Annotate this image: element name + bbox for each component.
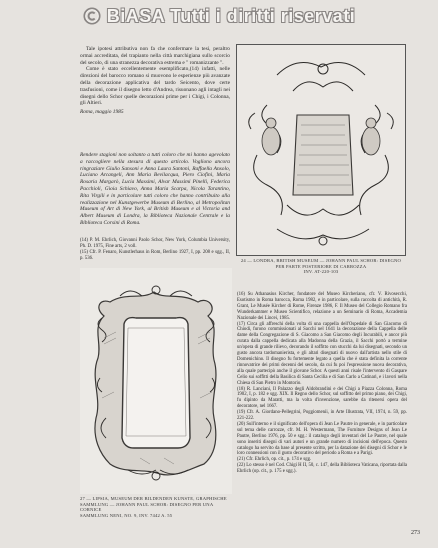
footnote: (22) Lo stesso è nel Cod. Chigi H II, 50, c. 147, della Biblioteca Vaticana, riportata dalla Ehrlich (op. cit., p. 175 e sgg.). (237, 463, 407, 475)
caption-inventory: INV. AT-220-103 (303, 269, 339, 275)
footnote: (19) Cfr. A. Giordano-Pellegrini, Poggiomenii, in Arte Illustrata, VII, 1974, n. 59, pp. 221-222. (237, 410, 407, 422)
figure-caption (80, 496, 232, 518)
watermark-text: BiASA Tutti i diritti riservati (106, 5, 356, 26)
left-column-text (80, 46, 230, 116)
footnote: (17) Circa gli affreschi della volta di una cappella dell'Ospedale di San Giacomo di Chiodi, furono commissionati al Sacchi nel 1641 la decorazione della Cappella delle dame della Congregazione di S. Giacomo a San Giacomo degli Incurabili, e ancor più curata dalla cappella dedicata alla Madonna della Grazia, il Sacchi portò a termine un'opera di grande rilievo, decorando il soffitto con stucchi da lui disegnati, secondo un gusto ancora tardomanierista, e gli altari disegnati di nuovo dall'artista nello stile di Domenichino. Il disegno fu fortemente legato a quella che è stata definita la corrente rinnovatrice dei primi decenni del secolo, da cui fu poi l'espressione nuova decorativa, alla quale partecipò anche il giovane Schor. A questi anni risale l'intervento di Gaspare Celio sui soffitti della Basilica di Santa Cecilia e di San Carlo a Catinari, e i lavori nella Chiesa di San Pietro in Montorio. (237, 321, 407, 386)
footnote: (20) Sull'interno e il significato dell'opera di Jean Le Pautre in generale, e in particolare sul tema delle carrozze, cfr. M. H. Westermann, The Furniture Designs of Jean Le Pautre, Berlino 1976, pp. 50 e sgg.: il catalogo degli inventari del Le Pautre, nel quale sono inseriti disegni di vari autori e un grande numero di incisioni dell'epoca. Questo catalogo ha servito da base al presente scritto, per la datazione dei disegni di Schor e le loro connessioni con il gusto decorativo del periodo a Roma e a Parigi. (237, 421, 407, 457)
footnote: (16) Su Athanasius Kircher, fondatore del Museo Kircheriano, cfr. V. Rivosecchi, Esotismo in Roma barocca, Roma 1982, e in particolare, sulla raccolta di antichità, R. Grant, Le Musée Kircher di Rome, Firenze 1986, F. Il Museo del Collegio Romano fra Wunderkammer e Museo Scientifico, relazione a un Seminario di Roma, Accademia Nazionale dei Lincei, 1985. (237, 292, 407, 321)
figure-frame-drawing (80, 268, 232, 494)
caption-text: 27 — LIPSIA, MUSEUM DER BILDENDEN KUNSTE, GRAPHISCHE SAMMLUNG — JOHANN PAUL SCHOR: DISEGNO PER UNA CORNICE (80, 496, 227, 513)
signature: Roma, maggio 1985 (80, 109, 124, 116)
footnote: (15) Cfr. P. Fenaro, Kunstlerhaus in Rom, Berlino 1927, I, pp. 208 e sgg., II, p. 536. (80, 249, 230, 261)
carriage-drawing-image (237, 45, 405, 255)
paragraph: Come è stato eccellentemente esemplificato,(14) infatti, nelle direzioni del barocco romano si muovono le esperienze più avanzate della decorazione applicativa del tardo Seicento, dove certe trasfusioni, come il disegno letto d'Andrea, risuonano agli intagli nei disegni dello Schor quelle decorazioni prime per i Chigi, i Colonna, gli Altieri. (80, 66, 230, 107)
caption-text: 24 — LONDRA, BRITISH MUSEUM — JOHANN PAUL SCHOR: DISEGNO PER PARTE POSTERIORE DI CARROZZA (240, 258, 402, 269)
footnotes-right (237, 292, 407, 475)
figure-caption (236, 258, 406, 275)
page-number: 273 (411, 530, 420, 536)
footnotes-left (80, 238, 230, 262)
figure-carriage-drawing (236, 44, 406, 256)
footnote: (14) P. M. Ehrlich, Giovanni Paolo Schor, New York, Columbia University, Ph. D. 1975, Fine arts, 2 voll. (80, 238, 230, 249)
copyright-icon (83, 7, 101, 25)
frame-drawing-image (80, 268, 232, 494)
paragraph: Tale ipotesi attributiva non fa che confermare la tesi, peraltro ormai accreditata, del trapianto nella città marchigiana sullo scorcio del secolo, di una stranezza decorativa estrema e " romanizzante ". (80, 46, 230, 66)
watermark (0, 4, 438, 28)
footnote: (21) Cfr. Ehrlich, op. cit., p. 174 e sgg. (237, 457, 312, 463)
caption-inventory: SAMMLUNG NENI, NO. 9, INV. 7442 A. 55 (80, 512, 173, 518)
acknowledgements: Rendere stagioni non soltanto a tutti coloro che mi hanno agevolato a raccogliere nella stesura di questo articolo. Vogliono ancora ringraziare Giulio Sansoni e Anna Laura Santoni, Raffaella Ansolo, Luciano Arcangeli, Ann Maria Bevilacqua, Piero Ciofini, Maria Rosaria Margarò, Lucia Massimi, Alvar Massimi Pinelli, Federica Pacchioli, Gioia Schiavo, Anna Maria Scarpa, Nicola Tarantino, Rita Virgili e in particolare tutti coloro che hanno contribuito alla realizzazione nel Kunstgewerbe Museum di Berlino, al Metropolitan Museum of Art di New York, al British Museum e al Victoria and Albert Museum di Londra, la Biblioteca Nazionale Centrale e la Biblioteca Corsini di Roma. (80, 152, 230, 226)
footnote: (18) R. Lanciani, Il Palazzo degli Aldobrandini e dei Chigi a Piazza Colonna, Roma 1902, I, p. 182 e sgg. XIX. Il Regno dello Schor, sul soffitto del primo piano, dei Chigi, fu dipinto da Maratti, ma la volta d'invenzione, sarebbe da ritenersi opera del decoratore, nel 1667. (237, 386, 407, 410)
